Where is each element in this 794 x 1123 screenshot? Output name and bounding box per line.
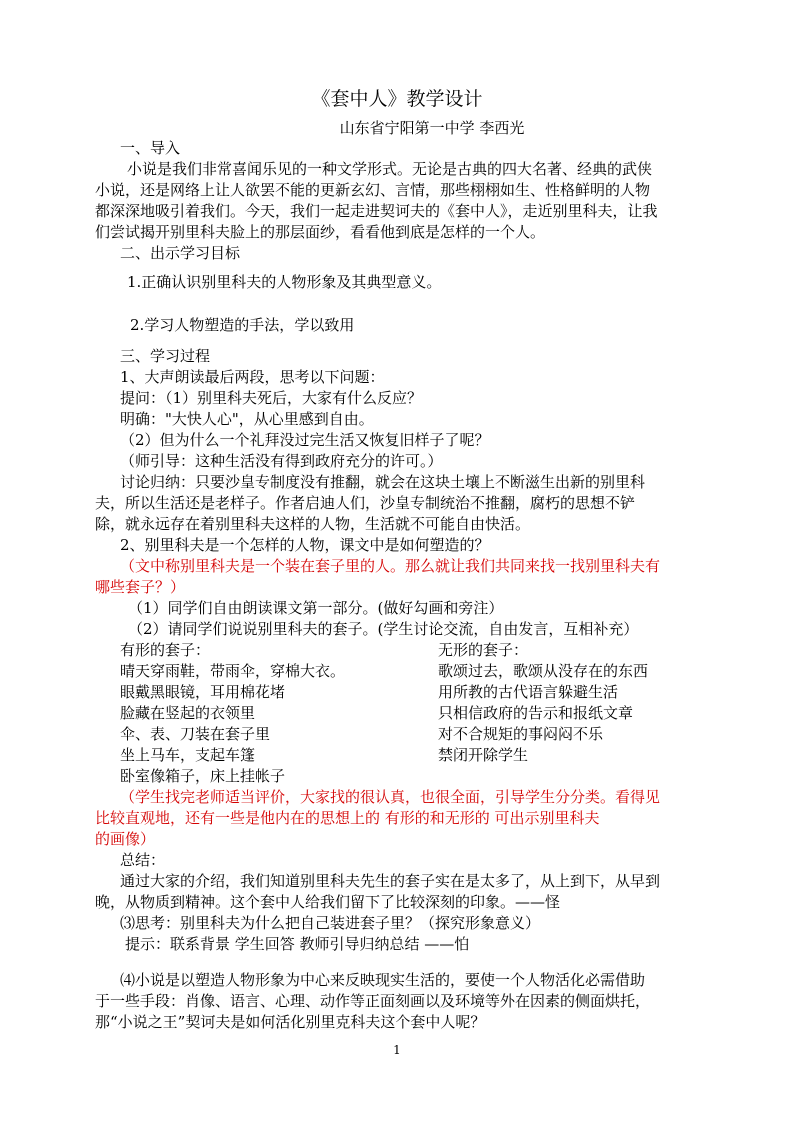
highlight-line: 哪些套子？）	[95, 578, 186, 596]
highlight-line: 比较直观地，还有一些是他内在的思想上的 有形的和无形的 可出示别里科夫	[95, 809, 600, 827]
table-cell: 用所教的古代语言躲避生活	[438, 683, 619, 701]
table-cell: 只相信政府的告示和报纸文章	[438, 704, 634, 722]
doc-title: 《套中人》教学设计	[311, 88, 483, 110]
table-cell: 对不合规矩的事闷闷不乐	[438, 725, 604, 743]
heading-process: 三、学习过程	[120, 347, 211, 365]
table-cell: 眼戴黑眼镜，耳用棉花堵	[120, 683, 286, 701]
table-cell: 脸藏在竖起的衣领里	[120, 704, 256, 722]
doc-author: 山东省宁阳第一中学 李西光	[339, 119, 525, 137]
table-header-visible: 有形的套子：	[120, 641, 211, 659]
goal-item: 2.学习人物塑造的手法，学以致用	[130, 316, 355, 334]
table-cell: 卧室像箱子，床上挂帐子	[120, 767, 286, 785]
paragraph-line: 2、别里科夫是一个怎样的人物，课文中是如何塑造的？	[120, 536, 490, 554]
highlight-line: （学生找完老师适当评价，大家找的很认真，也很全面，引导学生分分类。看得见	[120, 788, 661, 806]
paragraph-line: 晚，从物质到精神。这个套中人给我们留下了比较深刻的印象。——怪	[95, 893, 561, 911]
paragraph-line: （1）同学们自由朗读课文第一部分。(做好勾画和旁注）	[128, 599, 504, 617]
table-cell: 伞、表、刀装在套子里	[120, 725, 271, 743]
table-header-invisible: 无形的套子：	[438, 641, 529, 659]
table-cell: 歌颂过去，歌颂从没存在的东西	[438, 662, 649, 680]
paragraph-line: 讨论归纳：只要沙皇专制度没有推翻，就会在这块土壤上不断滋生出新的别里科	[120, 473, 646, 491]
table-cell: 坐上马车，支起车篷	[120, 746, 256, 764]
paragraph-line: ⑶思考：别里科夫为什么把自己装进套子里？（探究形象意义）	[120, 914, 541, 932]
paragraph-line: 总结：	[120, 851, 166, 869]
paragraph-line: 提示：联系背景 学生回答 教师引导归纳总结 ——怕	[125, 935, 470, 953]
paragraph-line: ⑷小说是以塑造人物形象为中心来反映现实生活的，要使一个人物活化必需借助	[120, 971, 646, 989]
paragraph-line: 提问：（1）别里科夫死后，大家有什么反应？	[120, 389, 423, 407]
paragraph-line: 明确："大快人心"，从心里感到自由。	[120, 410, 374, 428]
paragraph-line: 夫，所以生活还是老样子。作者启迪人们，沙皇专制统治不推翻，腐朽的思想不铲	[95, 494, 636, 512]
paragraph-line: 1、大声朗读最后两段，思考以下问题：	[120, 368, 385, 386]
table-cell: 晴天穿雨鞋，带雨伞，穿棉大衣。	[120, 662, 346, 680]
paragraph-line: 于一些手段：肖像、语言、心理、动作等正面刻画以及环境等外在因素的侧面烘托，	[95, 992, 651, 1010]
goal-item: 1.正确认识别里科夫的人物形象及其典型意义。	[127, 273, 442, 291]
paragraph-line: 小说，还是网络上让人欲罢不能的更新玄幻、言情，那些栩栩如生、性格鲜明的人物	[95, 181, 651, 199]
paragraph-line: （师引导：这种生活没有得到政府充分的许可。）	[120, 452, 443, 470]
heading-goals: 二、出示学习目标	[120, 244, 241, 262]
paragraph-line: （2）但为什么一个礼拜没过完生活又恢复旧样子了呢？	[120, 431, 490, 449]
table-cell: 禁闭开除学生	[438, 746, 529, 764]
paragraph-line: （2）请同学们说说别里科夫的套子。(学生讨论交流，自由发言，互相补充）	[128, 620, 639, 638]
paragraph-line: 都深深地吸引着我们。今天，我们一起走进契诃夫的《套中人》，走近别里科夫，让我	[95, 202, 658, 220]
highlight-line: 的画像）	[95, 830, 156, 848]
highlight-line: （文中称别里科夫是一个装在套子里的人。那么就让我们共同来找一找别里科夫有	[120, 557, 661, 575]
paragraph-line: 们尝试揭开别里科夫脸上的那层面纱，看看他到底是怎样的一个人。	[95, 223, 546, 241]
heading-intro: 一、导入	[120, 139, 181, 157]
paragraph-line: 通过大家的介绍，我们知道别里科夫先生的套子实在是太多了，从上到下，从早到	[120, 872, 661, 890]
page-number: 1	[393, 1043, 401, 1057]
paragraph-line: 那“小说之王”契诃夫是如何活化别里克科夫这个套中人呢？	[95, 1013, 486, 1031]
paragraph-line: 小说是我们非常喜闻乐见的一种文学形式。无论是古典的四大名著、经典的武侠	[127, 160, 653, 178]
paragraph-line: 除，就永远存在着别里科夫这样的人物，生活就不可能自由快活。	[95, 515, 531, 533]
